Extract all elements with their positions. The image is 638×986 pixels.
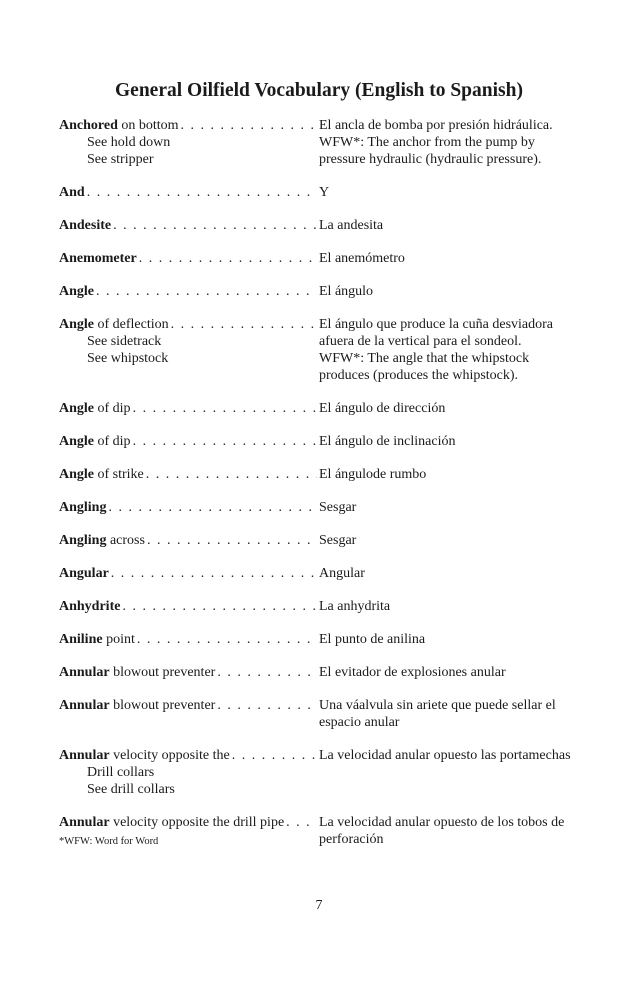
leader-dots: [87, 184, 317, 201]
page-number: 7: [315, 898, 323, 913]
spanish-translation: [319, 184, 599, 201]
term-continuation: across: [106, 533, 145, 548]
see-also-reference: See stripper: [87, 152, 154, 167]
headword: Annular: [59, 665, 110, 680]
headword: Anhydrite: [59, 599, 121, 614]
english-term: [59, 598, 319, 615]
term-continuation: blowout preventer: [109, 665, 216, 680]
vocab-entry: [59, 532, 599, 549]
vocab-entry: [59, 631, 599, 648]
leader-dots: [133, 433, 317, 450]
translation-line: El ángulo que produce la cuña desviadora: [319, 317, 554, 332]
translation-line: El ángulo de dirección: [319, 401, 446, 416]
see-also-reference: See drill collars: [87, 782, 175, 797]
translation-line: La anhydrita: [319, 599, 391, 614]
spanish-translation: [319, 598, 599, 615]
leader-dots: [286, 814, 317, 831]
headword: Andesite: [59, 218, 112, 233]
page-title: General Oilfield Vocabulary (English to Spanish): [115, 80, 523, 101]
vocab-entry: [59, 499, 599, 516]
leader-dots: [171, 316, 317, 333]
translation-line: La velocidad anular opuesto de los tobos de: [319, 815, 565, 830]
translation-line: espacio anular: [319, 715, 400, 730]
translation-line: El ángulo de inclinación: [319, 434, 456, 449]
translation-line: Y: [319, 185, 330, 200]
leader-dots: [139, 250, 317, 267]
vocab-entry: [59, 697, 599, 731]
vocab-entry: [59, 565, 599, 582]
leader-dots: [96, 283, 317, 300]
term-continuation: on bottom: [117, 118, 179, 133]
see-also-reference: See hold down: [87, 135, 171, 150]
term-continuation: velocity opposite the drill pipe: [109, 815, 285, 830]
translation-line: El ancla de bomba por presión hidráulica.: [319, 118, 553, 133]
vocab-entry: [59, 184, 599, 201]
footnote: *WFW: Word for Word: [59, 836, 159, 847]
translation-line: Angular: [319, 566, 365, 581]
leader-dots: [181, 117, 317, 134]
english-term: [59, 217, 319, 234]
term-continuation: blowout preventer: [109, 698, 216, 713]
headword: Angle: [59, 401, 94, 416]
headword: Annular: [59, 748, 110, 763]
headword: Angling: [59, 533, 107, 548]
english-term: [59, 184, 319, 201]
english-term: [59, 316, 319, 384]
spanish-translation: [319, 664, 599, 681]
english-term: [59, 400, 319, 417]
spanish-translation: [319, 466, 599, 483]
spanish-translation: [319, 697, 599, 731]
see-also-reference: Drill collars: [87, 765, 155, 780]
spanish-translation: [319, 217, 599, 234]
translation-line: Una váalvula sin ariete que puede sellar el: [319, 698, 556, 713]
vocab-entry: [59, 316, 599, 384]
spanish-translation: [319, 283, 599, 300]
translation-line: Sesgar: [319, 533, 357, 548]
headword: Angle: [59, 434, 94, 449]
see-also-reference: See sidetrack: [87, 334, 162, 349]
spanish-translation: [319, 532, 599, 549]
spanish-translation: [319, 316, 599, 384]
headword: Angle: [59, 284, 94, 299]
translation-line: El punto de anilina: [319, 632, 426, 647]
translation-line: El anemómetro: [319, 251, 405, 266]
term-continuation: of dip: [94, 401, 131, 416]
spanish-translation: [319, 631, 599, 648]
vocab-entry: [59, 466, 599, 483]
headword: And: [59, 185, 85, 200]
leader-dots: [133, 400, 317, 417]
english-term: [59, 117, 319, 168]
leader-dots: [146, 466, 317, 483]
vocab-entry: [59, 217, 599, 234]
english-term: [59, 466, 319, 483]
leader-dots: [137, 631, 317, 648]
english-term: [59, 499, 319, 516]
translation-line: El evitador de explosiones anular: [319, 665, 506, 680]
vocab-entry: [59, 117, 599, 168]
term-continuation: of strike: [94, 467, 144, 482]
headword: Angle: [59, 317, 94, 332]
english-term: [59, 565, 319, 582]
translation-line: La andesita: [319, 218, 384, 233]
term-continuation: of dip: [94, 434, 131, 449]
vocab-entry: [59, 747, 599, 798]
translation-line: produces (produces the whipstock).: [319, 368, 519, 383]
leader-dots: [217, 697, 317, 714]
spanish-translation: [319, 117, 599, 168]
translation-line: El ángulo: [319, 284, 374, 299]
term-continuation: velocity opposite the: [109, 748, 230, 763]
leader-dots: [217, 664, 317, 681]
see-also-reference: See whipstock: [87, 351, 169, 366]
english-term: [59, 250, 319, 267]
headword: Aniline: [59, 632, 103, 647]
vocabulary-list: [59, 117, 599, 864]
translation-line: Sesgar: [319, 500, 357, 515]
headword: Angle: [59, 467, 94, 482]
vocab-entry: [59, 433, 599, 450]
spanish-translation: [319, 814, 599, 848]
headword: Angling: [59, 500, 107, 515]
spanish-translation: [319, 250, 599, 267]
translation-line: WFW*: The anchor from the pump by: [319, 135, 535, 150]
spanish-translation: [319, 433, 599, 450]
english-term: [59, 532, 319, 549]
leader-dots: [113, 217, 317, 234]
term-continuation: point: [102, 632, 135, 647]
leader-dots: [111, 565, 317, 582]
spanish-translation: [319, 565, 599, 582]
translation-line: La velocidad anular opuesto las portamechas: [319, 748, 571, 763]
english-term: [59, 433, 319, 450]
translation-line: pressure hydraulic (hydraulic pressure).: [319, 152, 542, 167]
headword: Annular: [59, 815, 110, 830]
term-continuation: of deflection: [94, 317, 169, 332]
english-term: [59, 283, 319, 300]
english-term: [59, 664, 319, 681]
leader-dots: [232, 747, 317, 764]
spanish-translation: [319, 400, 599, 417]
leader-dots: [122, 598, 317, 615]
translation-line: perforación: [319, 832, 384, 847]
headword: Angular: [59, 566, 109, 581]
headword: Anemometer: [59, 251, 137, 266]
english-term: [59, 631, 319, 648]
translation-line: WFW*: The angle that the whipstock: [319, 351, 530, 366]
spanish-translation: [319, 499, 599, 516]
vocab-entry: [59, 598, 599, 615]
headword: Annular: [59, 698, 110, 713]
english-term: [59, 747, 319, 798]
english-term: [59, 697, 319, 731]
translation-line: El ángulode rumbo: [319, 467, 427, 482]
headword: Anchored: [59, 118, 118, 133]
vocab-entry: [59, 664, 599, 681]
spanish-translation: [319, 747, 599, 798]
vocab-entry: [59, 283, 599, 300]
vocab-entry: [59, 400, 599, 417]
translation-line: afuera de la vertical para el sondeol.: [319, 334, 522, 349]
vocab-entry: [59, 250, 599, 267]
leader-dots: [108, 499, 317, 516]
leader-dots: [147, 532, 317, 549]
